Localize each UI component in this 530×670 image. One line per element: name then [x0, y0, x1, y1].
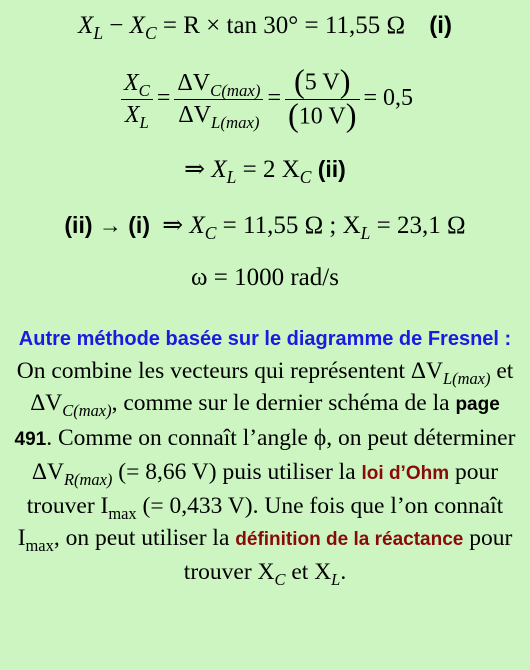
equation-combined: (ii) → (i) ⇒ $X_C = 11,55$ Ω ; $X_L = 23,1$ Ω — [64, 212, 466, 244]
method-paragraph: Autre méthode basée sur le diagramme de Fresnel : On combine les vecteurs qui représentent $\Delta V_{L(max)}$ et $\Delta V_{C(max)}$, comme sur le dernier schéma de la page 491. Comme on connaît l’angle ϕ, on peut déterminer $\Delta V_{R(max)}$ (= 8,66 V) puis utiliser la loi d’Ohm pour trouver $I_{max}$ (= 0,433 V). Une fois que l’on connaît $I_{max}$, on peut utiliser la définition de la réactance pour trouver $X_C$ et $X_L$. — [14, 328, 516, 590]
page-reference: page 491 — [14, 394, 500, 450]
ratio-result: = 0,5 — [363, 85, 414, 112]
fraction-xc-xl: $\frac{X_C}{X_L}$ — [121, 70, 153, 129]
equation-omega: ω = 1000 rad/s — [191, 264, 339, 291]
equation-tag-ii: (ii) — [317, 156, 346, 182]
fraction-volts: $\frac{(5 V)}{(10 V)}$ — [285, 68, 360, 131]
ohm-law-term: loi d’Ohm — [361, 462, 450, 484]
method-heading: Autre méthode basée sur le diagramme de Fresnel : — [18, 328, 512, 350]
xl-symbol: X — [78, 12, 94, 39]
equation-ii: ⇒ $X_L = 2$ $X_C$ (ii) — [184, 156, 346, 188]
equation-ratio: $\frac{X_C}{X_L}$ = $\frac{\Delta V_{C(max)}}{\Delta V_{L(max)}}$ = $\frac{(5 V)}{(10 V)}$ = 0,5 — [0, 68, 530, 131]
equation-tag-i: (i) — [429, 12, 452, 39]
xc-symbol: X — [129, 12, 145, 39]
equation-tag-combined: (ii) → (i) — [64, 212, 150, 238]
fraction-dv: $\frac{\Delta V_{C(max)}}{\Delta V_{L(max)}}$ — [174, 70, 263, 129]
equation-i: $X_L - X_C = R \times \tan 30^\circ = 11,55$ Ω (i) — [78, 12, 452, 44]
reactance-definition-term: définition de la réactance — [235, 529, 464, 551]
